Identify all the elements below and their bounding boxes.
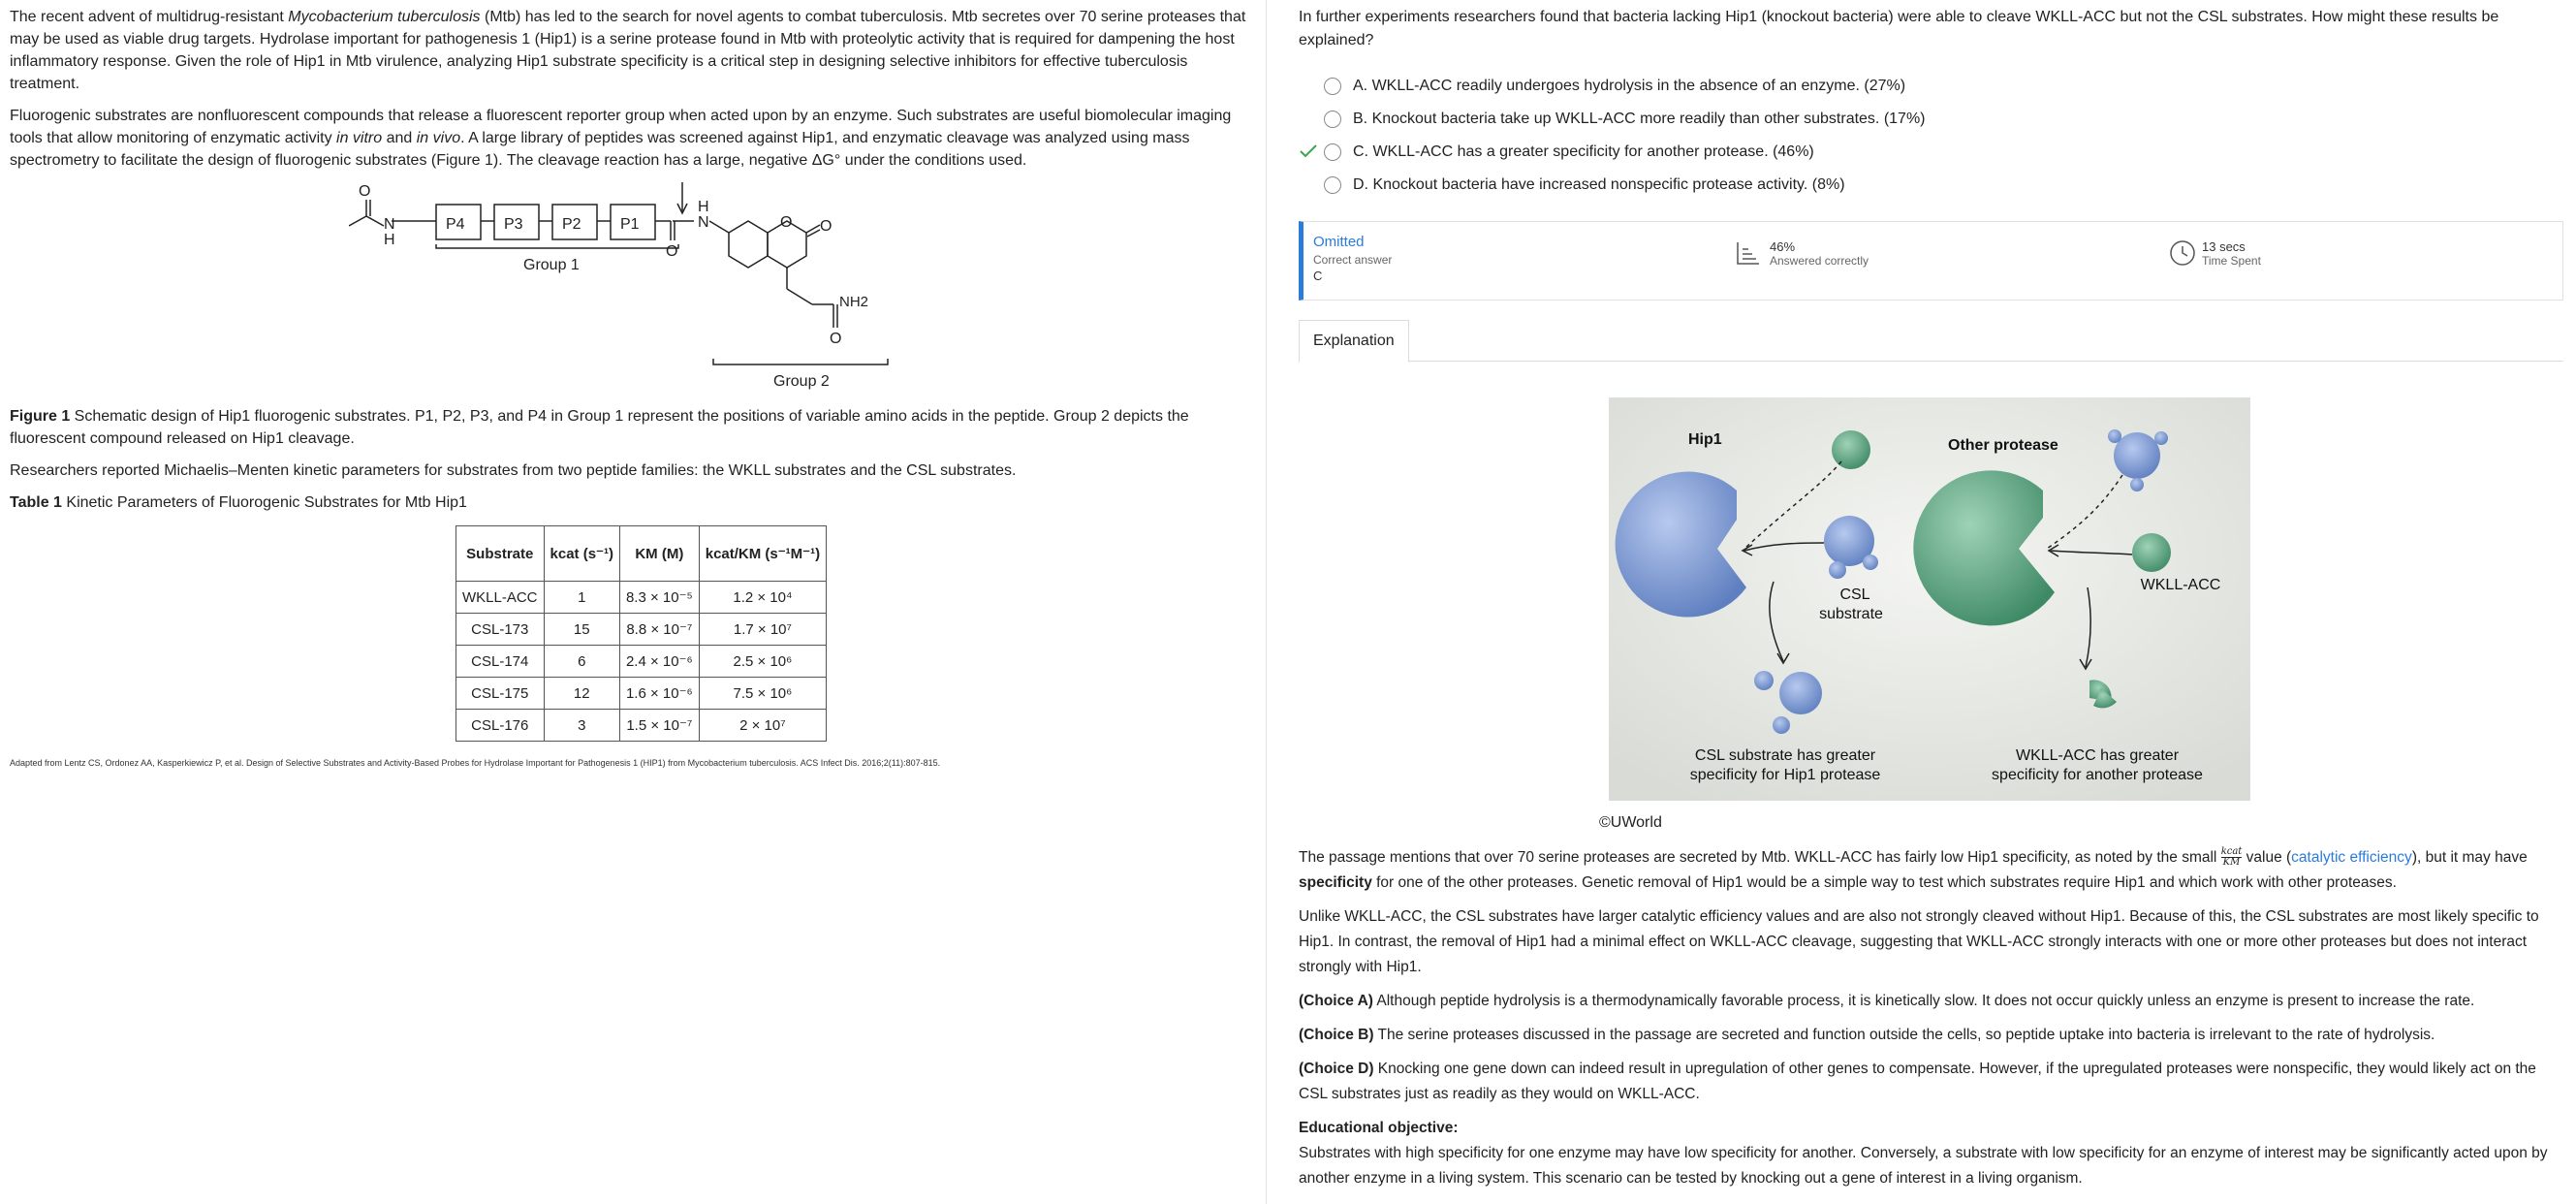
stats-panel — [1299, 221, 2563, 301]
wkll-ball-left — [1832, 430, 1870, 469]
table-cell: WKLL-ACC — [456, 582, 545, 614]
table-header-cell: Substrate — [456, 526, 545, 582]
csl-label-line1: CSL — [1839, 586, 1870, 603]
bar-chart-icon — [1735, 239, 1762, 267]
answer-choices — [1299, 70, 2563, 202]
table-header-cell: KM (M) — [619, 526, 699, 582]
passage-paragraph-2: Fluorogenic substrates are nonfluorescent compounds that release a fluorescent reporter group when acted upon by an enzyme. Such substrates are useful biomolecular imaging tools that allow monitoring of enzymatic activity in vitro and in vivo. A large library of peptides was screened against Hip1, and enzymatic cleavage was analyzed using mass spectrometry to facilitate the design of fluorogenic substrates (Figure 1). The cleavage reaction has a large, negative ΔG° under the conditions used. — [10, 108, 1232, 169]
table-row — [456, 614, 827, 646]
answer-choice[interactable] — [1299, 136, 2563, 169]
choice-a-explanation: (Choice A) Although peptide hydrolysis is a thermodynamically favorable process, it is kinetically slow. It does not occur quickly unless an enzyme is present to increase the rate. — [1299, 993, 2475, 1009]
right-caption-line2: specificity for another protease — [1992, 767, 2203, 783]
wkll-label: WKLL-ACC — [2140, 577, 2221, 593]
svg-text:H: H — [698, 199, 709, 215]
explanation-illustration — [1609, 397, 2250, 801]
table-header-cell: kcat/KM (s⁻¹M⁻¹) — [699, 526, 826, 582]
question-pane — [1299, 0, 2563, 1204]
table-row — [456, 710, 827, 742]
passage-paragraph-1: The recent advent of multidrug-resistant Mycobacterium tuberculosis (Mtb) has led to the search for novel agents to combat tuberculosis. Mtb secretes over 70 serine proteases that may be used as viable drug targets. Hydrolase important for pathogenesis 1 (Hip1) is a serine protease found in Mtb with proteolytic activity that is required for dampening the host inflammatory response. Given the role of Hip1 in Mtb virulence, analyzing Hip1 substrate specificity is a critical step in designing selective inhibitors for effective tuberculosis treatment. — [10, 9, 1246, 92]
omitted-label: Omitted — [1313, 234, 1365, 250]
kinetics-table — [456, 525, 827, 742]
csl-cleaved-product — [1779, 672, 1822, 714]
nh2-label: NH2 — [839, 294, 869, 310]
table-cell: 7.5 × 10⁶ — [699, 678, 826, 710]
left-caption-line1: CSL substrate has greater — [1694, 747, 1876, 764]
box-label: P4 — [446, 216, 465, 233]
table-row — [456, 646, 827, 678]
correct-check-icon — [1299, 142, 1318, 161]
right-caption-line1: WKLL-ACC has greater — [2015, 747, 2180, 764]
csl-label-line2: substrate — [1819, 606, 1883, 622]
svg-text:H: H — [384, 232, 395, 248]
table-cell: 15 — [544, 614, 619, 646]
table-cell: 2.4 × 10⁻⁶ — [619, 646, 699, 678]
table-cell: 1.5 × 10⁻⁷ — [619, 710, 699, 742]
time-stat — [2169, 239, 2261, 268]
wkll-ball-right — [2132, 533, 2171, 572]
question-text: In further experiments researchers found that bacteria lacking Hip1 (knockout bacteria) were able to cleave WKLL-ACC but not the CSL substrates. How might these results be explained? — [1299, 9, 2499, 48]
passage-pane — [0, 0, 1267, 1204]
table-cell: 1.7 × 10⁷ — [699, 614, 826, 646]
omitted-stat — [1313, 234, 1392, 283]
table-body — [456, 582, 827, 742]
copyright: ©UWorld — [1599, 814, 1662, 831]
svg-text:O: O — [666, 243, 678, 260]
table-cell: 8.3 × 10⁻⁵ — [619, 582, 699, 614]
table-cell: 1.6 × 10⁻⁶ — [619, 678, 699, 710]
explanation-paragraph-2: Unlike WKLL-ACC, the CSL substrates have larger catalytic efficiency values and are also not strongly cleaved without Hip1. Because of this, the CSL substrates are most likely specific to Hip1. In contrast, the removal of Hip1 had a minimal effect on WKLL-ACC cleavage, suggesting that WKLL-ACC strongly interacts with one or more other proteases but does not interact strongly with Hip1. — [1299, 908, 2539, 975]
radio-button[interactable] — [1324, 78, 1341, 95]
table-cell: 2 × 10⁷ — [699, 710, 826, 742]
choice-label: D. Knockout bacteria have increased nonspecific protease activity. (8%) — [1353, 176, 1845, 193]
table-cell: CSL-174 — [456, 646, 545, 678]
objective-text: Substrates with high specificity for one enzyme may have low specificity for another. Conversely, a substrate with low specificity for an enzyme of interest may be significantly acted upon by another enzyme in a living system. This scenario can be tested by knocking out a gene of interest in a living organism. — [1299, 1145, 2548, 1187]
choice-label: B. Knockout bacteria take up WKLL-ACC more readily than other substrates. (17%) — [1353, 111, 1926, 127]
table-header-cell: kcat (s⁻¹) — [544, 526, 619, 582]
left-caption-line2: specificity for Hip1 protease — [1689, 767, 1881, 783]
svg-text:O: O — [780, 214, 793, 231]
table-header-row — [456, 526, 827, 582]
table-cell: CSL-173 — [456, 614, 545, 646]
choice-b-explanation: (Choice B) The serine proteases discussed in the passage are secreted and function outside the cells, so peptide uptake into bacteria is irrelevant to the rate of hydrolysis. — [1299, 1027, 2435, 1043]
table-caption: Table 1 Kinetic Parameters of Fluorogenic Substrates for Mtb Hip1 — [10, 494, 467, 511]
table-row — [456, 678, 827, 710]
choice-label: A. WKLL-ACC readily undergoes hydrolysis in the absence of an enzyme. (27%) — [1353, 78, 1906, 94]
svg-text:O: O — [820, 218, 832, 235]
figure-1-structure — [349, 182, 892, 396]
svg-text:N: N — [698, 214, 709, 231]
group-1-label: Group 1 — [523, 257, 580, 273]
table-cell: CSL-175 — [456, 678, 545, 710]
tab-explanation[interactable]: Explanation — [1299, 320, 1409, 363]
table-cell: 1.2 × 10⁴ — [699, 582, 826, 614]
table-cell: 3 — [544, 710, 619, 742]
table-cell: 6 — [544, 646, 619, 678]
radio-button[interactable] — [1324, 143, 1341, 161]
table-cell: CSL-176 — [456, 710, 545, 742]
radio-button[interactable] — [1324, 176, 1341, 194]
correct-answer-value: C — [1313, 269, 1323, 283]
figure-caption: Figure 1 Schematic design of Hip1 fluorogenic substrates. P1, P2, P3, and P4 in Group 1 represent the positions of variable amino acids in the peptide. Group 2 depicts the fluorescent compound released on Hip1 cleavage. — [10, 408, 1189, 447]
clock-icon — [2169, 239, 2196, 267]
svg-text:O: O — [830, 331, 842, 347]
explanation-paragraph-1: The passage mentions that over 70 serine proteases are secreted by Mtb. WKLL-ACC has fairly low Hip1 specificity, as noted by the small $\frac{\text{kcat}}{KM}$ value (catalytic efficiency), but it may have specificity for one of the other proteases. Genetic removal of Hip1 would be a simple way to test which substrates require Hip1 and which work with other proteases. — [1299, 846, 2528, 891]
answer-choice[interactable] — [1299, 103, 2563, 136]
kinetics-table-wrap — [456, 525, 827, 742]
box-label: P2 — [562, 216, 581, 233]
svg-text:O: O — [359, 183, 371, 200]
table-cell: 12 — [544, 678, 619, 710]
percent-value: 46% — [1770, 239, 1796, 254]
hip1-title: Hip1 — [1688, 431, 1722, 448]
time-label: Time Spent — [2202, 254, 2261, 268]
passage-paragraph-3: Researchers reported Michaelis–Menten kinetic parameters for substrates from two peptide families: the WKLL substrates and the CSL substrates. — [10, 462, 1017, 479]
kcat-km-fraction: $\frac{\text{kcat}}{KM}$ — [2220, 846, 2243, 869]
tab-bar — [1299, 320, 2563, 362]
box-label: P1 — [620, 216, 640, 233]
table-cell: 1 — [544, 582, 619, 614]
percent-label: Answered correctly — [1770, 254, 1869, 268]
answer-choice[interactable] — [1299, 169, 2563, 202]
correct-answer-label: Correct answer — [1313, 253, 1393, 267]
svg-text:N: N — [384, 216, 395, 233]
other-protease-title: Other protease — [1948, 437, 2058, 454]
choice-d-explanation: (Choice D) Knocking one gene down can indeed result in upregulation of other genes to compensate. However, if the upregulated proteases were nonspecific, they would likely act on the CSL substrates just as readily as they would on WKLL-ACC. — [1299, 1061, 2536, 1102]
catalytic-efficiency-link[interactable]: catalytic efficiency — [2291, 849, 2412, 866]
answer-choice[interactable] — [1299, 70, 2563, 103]
passage-lower — [10, 405, 1250, 523]
time-value: 13 secs — [2202, 239, 2246, 254]
radio-button[interactable] — [1324, 111, 1341, 128]
percent-stat — [1735, 239, 1869, 268]
choice-label: C. WKLL-ACC has a greater specificity for another protease. (46%) — [1353, 143, 1814, 160]
table-row — [456, 582, 827, 614]
source-citation: Adapted from Lentz CS, Ordonez AA, Kasperkiewicz P, et al. Design of Selective Substrates and Activity-Based Probes for Hydrolase Important for Pathogenesis 1 (HIP1) from Mycobacterium tuberculosis. ACS Infect Dis. 2016;2(11):807-815. — [10, 758, 941, 768]
objective-title: Educational objective: — [1299, 1120, 1459, 1136]
table-cell: 8.8 × 10⁻⁷ — [619, 614, 699, 646]
table-cell: 2.5 × 10⁶ — [699, 646, 826, 678]
group-2-label: Group 2 — [773, 373, 830, 390]
box-label: P3 — [504, 216, 523, 233]
explanation-body — [1299, 845, 2563, 1200]
